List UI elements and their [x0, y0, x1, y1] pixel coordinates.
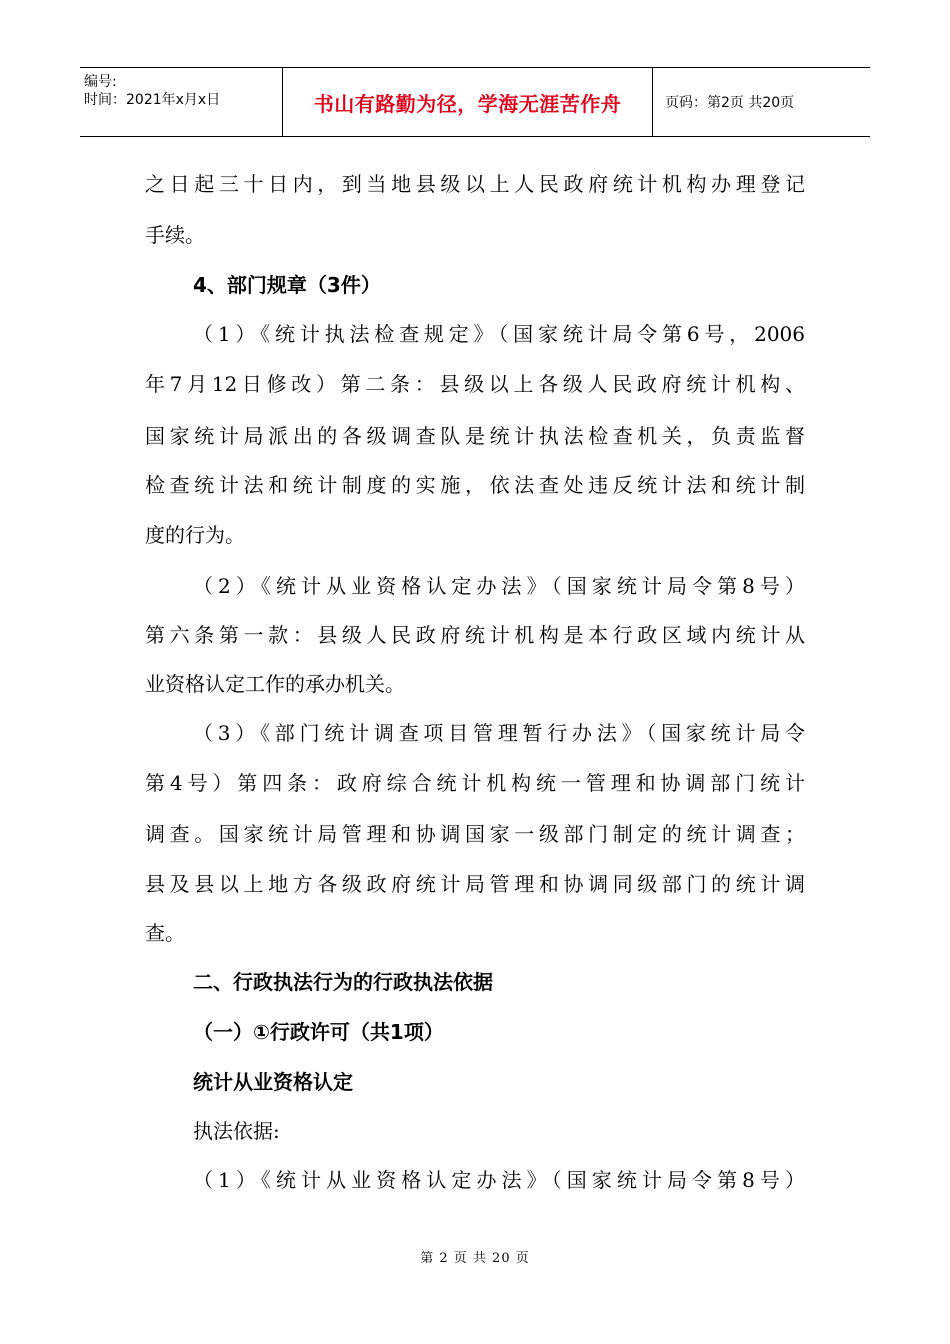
paragraph-line: 第4号）第四条：政府综合统计机构统一管理和协调部门统计	[145, 771, 805, 795]
subsection-heading: （一）①行政许可（共1项）	[193, 1020, 444, 1044]
paragraph-line: （1）《统计从业资格认定办法》（国家统计局令第8号）	[193, 1168, 805, 1192]
header-motto-cell	[283, 68, 653, 136]
paragraph-line: 第六条第一款：县级人民政府统计机构是本行政区域内统计从	[145, 623, 805, 647]
number-label: 编号:	[84, 74, 117, 90]
header-meta	[80, 68, 283, 136]
section-heading: 二、行政执法行为的行政执法依据	[193, 970, 493, 994]
paragraph-line: （2）《统计从业资格认定办法》（国家统计局令第8号）	[193, 574, 805, 598]
paragraph-line: 业资格认定工作的承办机关。	[145, 672, 405, 696]
paragraph-line: 检查统计法和统计制度的实施，依法查处违反统计法和统计制	[145, 473, 805, 497]
time-label: 时间：2021年x月x日	[84, 92, 221, 108]
item-heading: 统计从业资格认定	[193, 1070, 353, 1094]
motto-text: 书山有路勤为径，学海无涯苦作舟	[313, 91, 622, 116]
paragraph-line: 国家统计局派出的各级调查队是统计执法检查机关，负责监督	[145, 424, 805, 448]
page-footer: 第 2 页 共 20 页	[420, 1251, 530, 1266]
header-page-info	[653, 68, 870, 136]
paragraph-line: 年7月12日修改）第二条：县级以上各级人民政府统计机构、	[145, 372, 805, 396]
page-header	[80, 67, 870, 137]
paragraph-line: 县及县以上地方各级政府统计局管理和协调同级部门的统计调	[145, 872, 805, 896]
paragraph-line: （1）《统计执法检查规定》（国家统计局令第6号，2006	[193, 322, 805, 346]
paragraph-line: 查。	[145, 921, 185, 945]
paragraph-line: 手续。	[145, 223, 205, 247]
paragraph-line: 执法依据:	[193, 1119, 280, 1143]
paragraph-line: 度的行为。	[145, 523, 245, 547]
paragraph-line: （3）《部门统计调查项目管理暂行办法》（国家统计局令	[193, 721, 805, 745]
paragraph-line: 调查。国家统计局管理和协调国家一级部门制定的统计调查；	[145, 822, 805, 846]
paragraph-line: 之日起三十日内，到当地县级以上人民政府统计机构办理登记	[145, 172, 805, 196]
section-heading: 4、部门规章（3件）	[193, 273, 381, 297]
page-info-text: 页码：第2页 共20页	[665, 95, 795, 111]
